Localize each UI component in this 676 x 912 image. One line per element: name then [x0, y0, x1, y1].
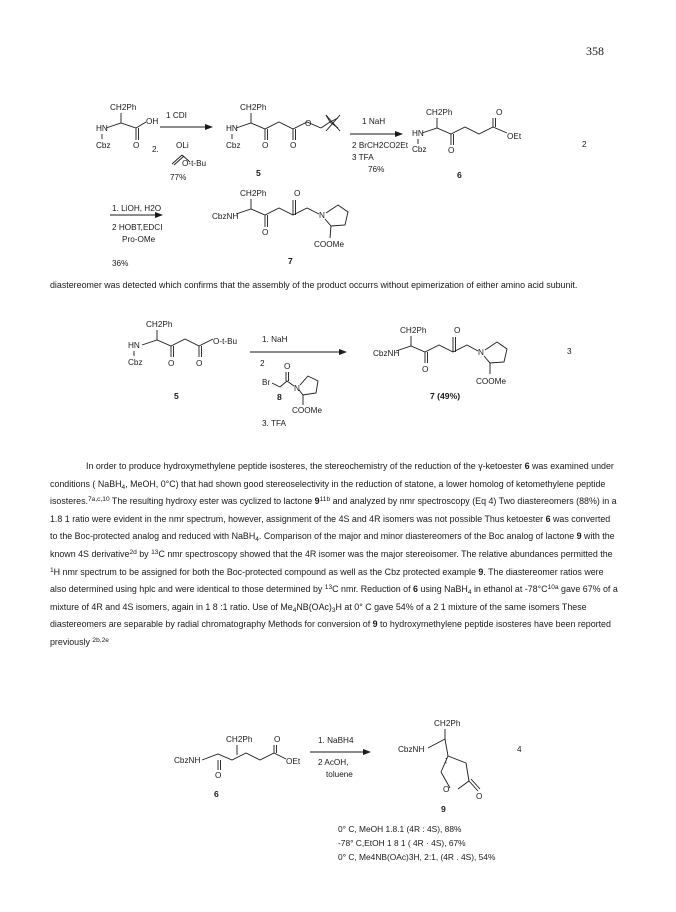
reagent-step2-number: 2. [152, 145, 159, 154]
oxygen-label: O [133, 141, 140, 150]
reagent-nah: 1. NaH [262, 335, 288, 344]
bromo-label: Br [262, 378, 271, 387]
oxygen-label: O [454, 326, 461, 335]
benzyl-label: CH2Ph [400, 326, 427, 335]
oxygen-label: O [215, 771, 222, 780]
carbonyl-oxygen-label: O [476, 792, 483, 801]
benzyl-label: CH2Ph [110, 103, 137, 112]
paragraph-main: In order to produce hydroxymethylene peptide isosteres, the stereochemistry of the reduction of the γ-ketoester 6 was examined under conditions ( NaBH$_4$, MeOH, 0°C) that had shown good stereoselectivity in the reduction of statone, a lower homolog of ketomethylene peptide isosteres.$^{7a,c,10}$ The resulting hydroxy ester was cyclized to lactone $9^{11b}$ and analyzed by nmr spectroscopy (Eq 4) Two diastereomers (88%) in a 1.8 1 ratio were evident in the nmr spectrum, however, assignment of the 4S and 4R isomers was not possible Thus ketoester 6 was converted to the Boc-protected analog and reduced with NaBH$_4$. Comparison of the major and minor diastereomers of the Boc analog of lactone 9 with the known 4S derivative$^{2d}$ by $^{13}$C nmr spectroscopy showed that the 4R isomer was the major stereoisomer. The relative abundances permitted the $^1$H nmr spectrum to be assigned for both the Boc-protected compound as well as the Cbz protected example 9. The diastereomer ratios were also determined using hplc and were identical to those determined by $^{13}$C nmr. Reduction of 6 using NaBH$_4$ in ethanol at $-78^\circ C^{10a}$ gave 67% of a mixture of 4R and 4S isomers, again in 1 8 :1 ratio. Use of $Me_4NB(OAc)_3H$ at 0° C gave 54% of a 2 1 mixture of the same isomers These diastereomers are separable by radial chromatography Methods for conversion of 9 to hydroxymethylene peptide isosteres have been reported previously $^{2b,2e}$ [50, 461, 618, 647]
lactone-9-structure [398, 719, 482, 814]
yield-76: 76% [368, 165, 385, 174]
compound-label-5: 5 [256, 168, 261, 178]
reaction-arrow-1 [152, 111, 213, 182]
reference-citation: 2d [129, 548, 137, 556]
reaction-arrow-2 [350, 117, 409, 174]
cbznh-label: CbzNH [174, 756, 201, 765]
oxygen-label: O [448, 146, 455, 155]
condition-row: -78° C,EtOH 1 8 1 ( 4R · 4S), 67% [338, 838, 466, 848]
equation-number-4: 4 [517, 745, 522, 754]
hn-label: HN [226, 124, 238, 133]
hn-label: HN [128, 341, 140, 350]
otbu-label: O-t-Bu [182, 159, 207, 168]
oxygen-label: O [305, 119, 312, 128]
benzyl-label: CH2Ph [240, 103, 267, 112]
benzyl-label: CH2Ph [434, 719, 461, 728]
cbz-label: Cbz [412, 145, 427, 154]
oxygen-label: O [274, 735, 281, 744]
benzyl-label: CH2Ph [240, 189, 267, 198]
paragraph-continuation: diastereomer was detected which confirms that the assembly of the product occurrs without epimerization of either amino acid subunit. [50, 280, 578, 290]
reference-citation: 2b,2e [92, 636, 109, 644]
reagent-step2-number: 2 [260, 359, 265, 368]
compound-6-structure-eq4 [174, 735, 301, 799]
benzyl-label: CH2Ph [226, 735, 253, 744]
cbz-phe-acid-structure [96, 103, 158, 150]
reference-citation: 11b [319, 496, 331, 504]
reagent-tfa: 3 TFA [352, 153, 374, 162]
oet-label: OEt [507, 132, 522, 141]
reagent-tfa: 3. TFA [262, 419, 286, 428]
reagent-nah: 1 NaH [362, 117, 386, 126]
hn-label: HN [412, 129, 424, 138]
compound-label-7-yield: 7 (49%) [430, 391, 461, 401]
oxygen-label: O [284, 362, 291, 371]
reference-citation: 10a [547, 584, 559, 592]
oxygen-label: O [262, 228, 269, 237]
compound-5-structure [226, 103, 340, 178]
equation-number-3: 3 [567, 347, 572, 356]
oxygen-label: O [290, 141, 297, 150]
equation-number-2: 2 [582, 140, 587, 149]
cbznh-label: CbzNH [212, 212, 239, 221]
page-number: 358 [586, 44, 604, 58]
oet-label: OEt [286, 757, 301, 766]
nitrogen-label: N [319, 211, 325, 220]
coome-label: COOMe [292, 406, 323, 415]
cbz-label: Cbz [226, 141, 241, 150]
oxygen-label: O [294, 189, 301, 198]
compound-7-structure [212, 189, 348, 266]
reagent-toluene: toluene [326, 770, 353, 779]
benzyl-label: CH2Ph [426, 108, 453, 117]
compound-label-8: 8 [277, 392, 282, 402]
reaction-arrow-eq4 [310, 736, 371, 779]
nitrogen-label: N [478, 348, 484, 357]
yield-36: 36% [112, 259, 129, 268]
reagent-cdi: 1 CDI [166, 111, 187, 120]
condition-row: 0° C, MeOH 1.8.1 (4R : 4S), 88% [338, 824, 462, 834]
reference-citation: 7a,c,10 [87, 496, 110, 504]
compound-5-structure-eq3 [128, 320, 238, 401]
oli-label: OLi [176, 141, 189, 150]
oxygen-label: O [168, 359, 175, 368]
benzyl-label: CH2Ph [146, 320, 173, 329]
reagent-bromoacetate: 2 BrCH2CO2Et [352, 141, 408, 150]
condition-row: 0° C, Me4NB(OAc)3H, 2:1, (4R . 4S), 54% [338, 852, 496, 862]
oh-label: OH [146, 117, 159, 126]
reagent-nabh4: 1. NaBH4 [318, 736, 354, 745]
compound-label-5: 5 [174, 391, 179, 401]
compound-6-structure [412, 108, 522, 180]
reagent-hobt-edci: 2 HOBT,EDCI [112, 223, 163, 232]
cbz-label: Cbz [128, 358, 143, 367]
oxygen-label: O [196, 359, 203, 368]
reagent-lioh: 1. LiOH, H2O [112, 204, 162, 213]
yield-77: 77% [170, 173, 187, 182]
coome-label: COOMe [314, 240, 345, 249]
compound-label-6: 6 [214, 789, 219, 799]
nitrogen-label: N [294, 384, 300, 393]
oxygen-label: O [262, 141, 269, 150]
hn-label: HN [96, 124, 108, 133]
reaction-arrow-3 [110, 204, 163, 268]
reagent-acoh: 2 AcOH, [318, 758, 349, 767]
oxygen-label: O [422, 365, 429, 374]
reagent-pro-ome: Pro-OMe [122, 235, 156, 244]
compound-label-6: 6 [457, 170, 462, 180]
reaction-arrow-eq3 [250, 335, 347, 428]
otbu-label: O-t-Bu [213, 337, 238, 346]
cbznh-label: CbzNH [398, 745, 425, 754]
compound-label-9: 9 [441, 804, 446, 814]
compound-label-7: 7 [288, 256, 293, 266]
cbznh-label: CbzNH [373, 349, 400, 358]
ring-oxygen-label: O [443, 785, 450, 794]
cbz-label: Cbz [96, 141, 111, 150]
reduction-conditions-list [338, 822, 495, 864]
coome-label: COOMe [476, 377, 507, 386]
compound-7-structure-eq3 [373, 326, 507, 401]
oxygen-label: O [496, 108, 503, 117]
